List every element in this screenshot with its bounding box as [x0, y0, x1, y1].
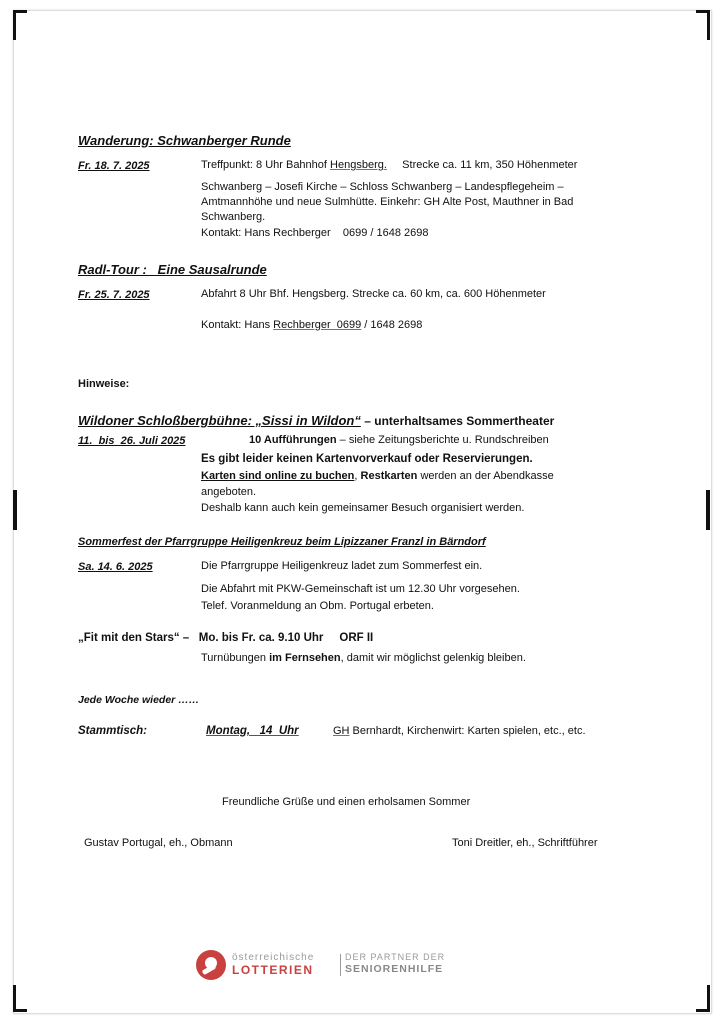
wildon-title: Wildoner Schloßbergbühne: „Sissi in Wildon“ [78, 413, 361, 428]
wanderung-line4: Schwanberg. [201, 211, 266, 223]
radl-contact [201, 318, 422, 333]
text: / 1648 2698 [361, 319, 423, 331]
crop-mark [707, 985, 710, 1012]
sommerfest-date: Sa. 14. 6. 2025 [78, 561, 153, 573]
crop-mark [13, 1009, 27, 1012]
text: werden an der Abendkasse [417, 470, 554, 482]
crop-mark [706, 490, 710, 530]
wanderung-line2: Schwanberg – Josefi Kirche – Schloss Schwanberg – Landespflegeheim – [201, 181, 564, 193]
text: Treffpunkt: 8 Uhr Bahnhof [201, 159, 331, 171]
online-booking-text: Karten sind online zu buchen [201, 470, 355, 482]
logo-line4: SENIORENHILFE [345, 963, 444, 975]
fit-line [201, 651, 526, 666]
hinweise-heading: Hinweise: [78, 378, 130, 390]
wanderung-line1 [201, 158, 577, 173]
text: Bernhardt, Kirchenwirt: Karten spielen, etc., etc. [349, 725, 586, 737]
text: Restkarten [360, 470, 418, 482]
crop-mark [707, 10, 710, 40]
wildon-line5: Deshalb kann auch kein gemeinsamer Besuch organisiert werden. [201, 502, 525, 514]
wildon-header [78, 412, 554, 430]
text: , damit wir möglichst gelenkig bleiben. [340, 652, 526, 664]
text: im Fernsehen [269, 652, 341, 664]
radl-line1: Abfahrt 8 Uhr Bhf. Hengsberg. Strecke ca. 60 km, ca. 600 Höhenmeter [201, 288, 546, 300]
sommerfest-line1: Die Pfarrgruppe Heiligenkreuz ladet zum Sommerfest ein. [201, 560, 483, 572]
crop-mark [696, 1009, 710, 1012]
radl-title: Radl-Tour : Eine Sausalrunde [78, 262, 267, 277]
logo-divider [340, 954, 341, 976]
wanderung-date: Fr. 18. 7. 2025 [78, 160, 150, 172]
jede-woche: Jede Woche wieder …… [78, 694, 200, 706]
wildon-line2: Es gibt leider keinen Kartenvorverkauf oder Reservierungen. [201, 453, 533, 465]
stammtisch-when: Montag, 14 Uhr [206, 725, 299, 737]
text: Kontakt: Hans [201, 319, 274, 331]
text: Strecke ca. 11 km, 350 Höhenmeter [386, 159, 578, 171]
text: 10 Aufführungen [249, 434, 337, 446]
radl-date: Fr. 25. 7. 2025 [78, 289, 150, 301]
sommerfest-line2: Die Abfahrt mit PKW-Gemeinschaft ist um 12.30 Uhr vorgesehen. [201, 583, 520, 595]
signature-right: Toni Dreitler, eh., Schriftführer [452, 837, 598, 849]
stammtisch-label: Stammtisch: [78, 725, 148, 737]
wildon-line1 [249, 433, 549, 448]
logo-line3: DER PARTNER DER [345, 952, 446, 962]
crop-mark [13, 490, 17, 530]
wanderung-title: Wanderung: Schwanberger Runde [78, 133, 291, 148]
logo-line2: LOTTERIEN [232, 963, 314, 977]
wildon-line4: angeboten. [201, 486, 257, 498]
crop-mark [13, 10, 16, 40]
text: , [354, 470, 361, 482]
wanderung-line3: Amtmannhöhe und neue Sulmhütte. Einkehr: GH Alte Post, Mauthner in Bad [201, 196, 574, 208]
sommerfest-title: Sommerfest der Pfarrgruppe Heiligenkreuz beim Lipizzaner Franzl in Bärndorf [78, 536, 486, 548]
sommerfest-line3: Telef. Voranmeldung an Obm. Portugal erbeten. [201, 600, 434, 612]
wanderung-contact: Kontakt: Hans Rechberger 0699 / 1648 2698 [201, 227, 429, 239]
fit-title: „Fit mit den Stars“ – Mo. bis Fr. ca. 9.10 Uhr ORF II [78, 632, 374, 644]
text: GH [333, 725, 350, 737]
text: Turnübungen [201, 652, 270, 664]
text: – siehe Zeitungsberichte u. Rundschreiben [336, 434, 549, 446]
greeting: Freundliche Grüße und einen erholsamen Sommer [222, 796, 471, 808]
signature-left: Gustav Portugal, eh., Obmann [84, 837, 233, 849]
crop-mark [13, 985, 16, 1012]
lotterien-logo-icon [196, 950, 226, 980]
wildon-subtitle: – unterhaltsames Sommertheater [360, 414, 555, 428]
wildon-line3 [201, 469, 554, 484]
logo-line1: österreichische [232, 952, 315, 963]
place-link: Hengsberg. [330, 159, 387, 171]
wildon-date: 11. bis 26. Juli 2025 [78, 435, 186, 447]
stammtisch-place [333, 724, 586, 739]
contact-link: Rechberger 0699 [273, 319, 362, 331]
